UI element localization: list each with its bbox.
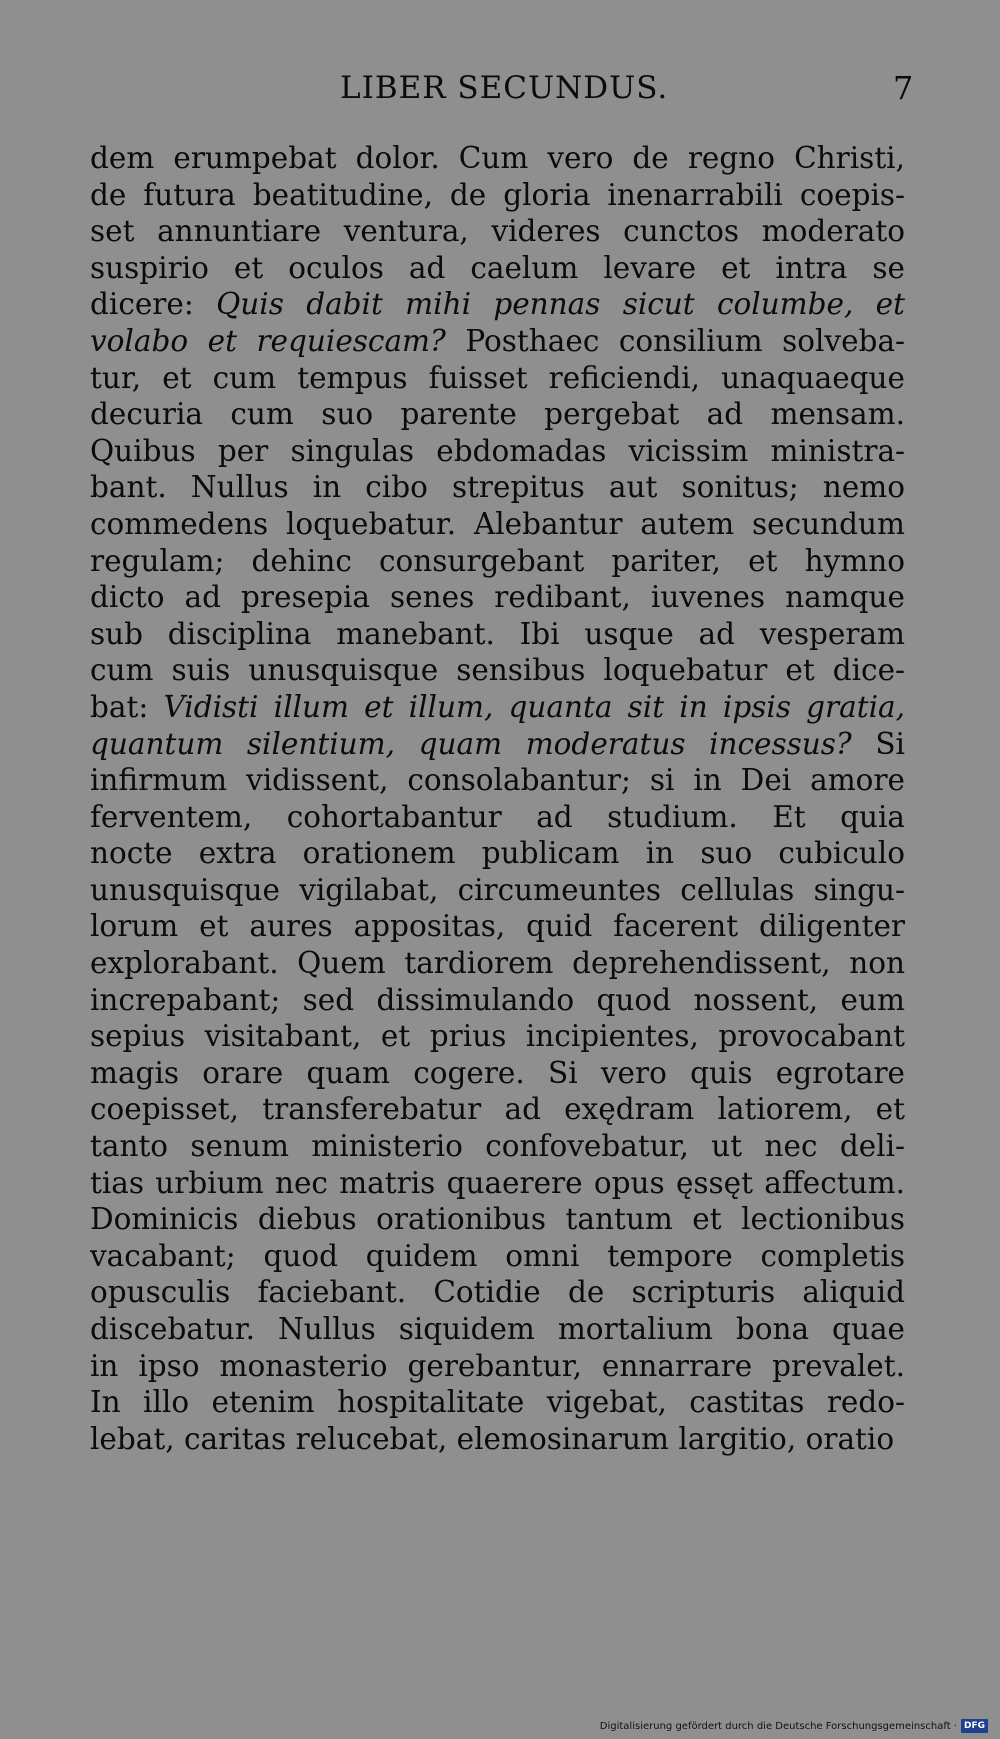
text-line: [90, 1238, 905, 1275]
text-line: [90, 543, 905, 580]
text-line: [90, 1201, 905, 1238]
text-line: [90, 945, 905, 982]
text-line: [90, 1165, 905, 1202]
text-segment: bant. Nullus in cibo strepitus aut sonitus; nemo: [90, 470, 905, 505]
italic-text-segment: quantum silentium, quam moderatus incessus?: [90, 726, 852, 761]
text-segment: ferventem, cohortabantur ad studium. Et quia: [90, 799, 905, 834]
text-segment: Dominicis diebus orationibus tantum et lectionibus: [90, 1202, 905, 1237]
text-line: [90, 652, 905, 689]
text-segment: sepius visitabant, et prius incipientes, provocabant: [90, 1019, 905, 1054]
text-segment: tias urbium nec matris quaerere opus ęssęt affectum.: [90, 1165, 905, 1200]
text-line: [90, 579, 905, 616]
text-segment: dicto ad presepia senes redibant, iuvenes namque: [90, 580, 905, 615]
text-segment: cum suis unusquisque sensibus loquebatur et dice-: [90, 653, 905, 688]
text-segment: lorum et aures appositas, quid facerent diligenter: [90, 909, 905, 944]
text-line: [90, 286, 905, 323]
text-line: [90, 1128, 905, 1165]
text-segment: lebat, caritas relucebat, elemosinarum largitio, oratio: [90, 1421, 895, 1456]
text-segment: increpabant; sed dissimulando quod nossent, eum: [90, 982, 905, 1017]
text-segment: commedens loquebatur. Alebantur autem secundum: [90, 506, 905, 541]
text-line: [90, 1274, 905, 1311]
text-line: [90, 799, 905, 836]
text-segment: tanto senum ministerio confovebatur, ut nec deli-: [90, 1129, 905, 1164]
text-segment: vacabant; quod quidem omni tempore completis: [90, 1238, 905, 1273]
italic-text-segment: Vidisti illum et illum, quanta sit in ipsis gratia,: [163, 689, 905, 724]
dfg-logo: DFG: [961, 1719, 988, 1733]
text-segment: bat:: [90, 689, 164, 724]
text-segment: coepisset, transferebatur ad exędram latiorem, et: [90, 1092, 905, 1127]
italic-text-segment: Quis dabit mihi pennas sicut columbe, et: [216, 287, 905, 322]
text-segment: explorabant. Quem tardiorem deprehendissent, non: [90, 946, 905, 981]
text-line: [90, 1311, 905, 1348]
text-line: [90, 396, 905, 433]
text-segment: Si: [851, 726, 905, 761]
text-segment: nocte extra orationem publicam in suo cubiculo: [90, 836, 905, 871]
text-line: [90, 689, 905, 726]
text-line: [90, 1018, 905, 1055]
body-text: [90, 140, 905, 1457]
text-line: [90, 1055, 905, 1092]
text-line: [90, 506, 905, 543]
text-segment: dem erumpebat dolor. Cum vero de regno Christi,: [90, 141, 905, 175]
text-line: [90, 982, 905, 1019]
text-segment: magis orare quam cogere. Si vero quis egrotare: [90, 1055, 905, 1090]
text-segment: sub disciplina manebant. Ibi usque ad vesperam: [90, 616, 905, 651]
italic-text-segment: volabo et requiescam?: [90, 323, 446, 358]
footer-credit: Digitalisierung gefördert durch die Deutsche Forschungsgemeinschaft ·: [599, 1720, 957, 1732]
text-line: [90, 140, 905, 177]
text-line: [90, 835, 905, 872]
text-line: [90, 1384, 905, 1421]
text-segment: set annuntiare ventura, videres cunctos moderato: [90, 214, 905, 249]
text-segment: opusculis faciebant. Cotidie de scripturis aliquid: [90, 1275, 905, 1310]
text-segment: discebatur. Nullus siquidem mortalium bona quae: [90, 1312, 905, 1346]
text-line: [90, 762, 905, 799]
text-line: [90, 469, 905, 506]
running-title: LIBER SECUNDUS.: [340, 70, 669, 106]
text-segment: Posthaec consilium solveba-: [445, 323, 905, 358]
digitization-footer: [600, 1717, 988, 1735]
text-segment: Quibus per singulas ebdomadas vicissim ministra-: [90, 433, 905, 468]
text-segment: dicere:: [90, 287, 217, 322]
text-segment: regulam; dehinc consurgebant pariter, et hymno: [90, 543, 905, 578]
text-line: [90, 433, 905, 470]
text-segment: suspirio et oculos ad caelum levare et intra se: [90, 250, 905, 285]
text-line: [90, 726, 905, 763]
text-segment: In illo etenim hospitalitate vigebat, castitas redo-: [90, 1385, 905, 1420]
text-segment: decuria cum suo parente pergebat ad mensam.: [90, 397, 905, 432]
text-line: [90, 250, 905, 287]
running-head: [0, 68, 1000, 108]
text-line: [90, 872, 905, 909]
page-number: 7: [893, 69, 914, 107]
text-segment: de futura beatitudine, de gloria inenarrabili coepis-: [90, 177, 905, 212]
text-segment: infirmum vidissent, consolabantur; si in Dei amore: [90, 763, 905, 798]
text-segment: tur, et cum tempus fuisset reficiendi, unaquaeque: [90, 360, 905, 395]
text-line: [90, 360, 905, 397]
text-line: [90, 908, 905, 945]
text-line: [90, 323, 905, 360]
text-line: [90, 177, 905, 214]
text-segment: in ipso monasterio gerebantur, ennarrare prevalet.: [90, 1348, 905, 1383]
text-line: [90, 213, 905, 250]
text-line: [90, 1348, 905, 1385]
text-segment: unusquisque vigilabat, circumeuntes cellulas singu-: [90, 872, 905, 907]
text-line: [90, 1421, 905, 1458]
text-line: [90, 616, 905, 653]
text-line: [90, 1091, 905, 1128]
